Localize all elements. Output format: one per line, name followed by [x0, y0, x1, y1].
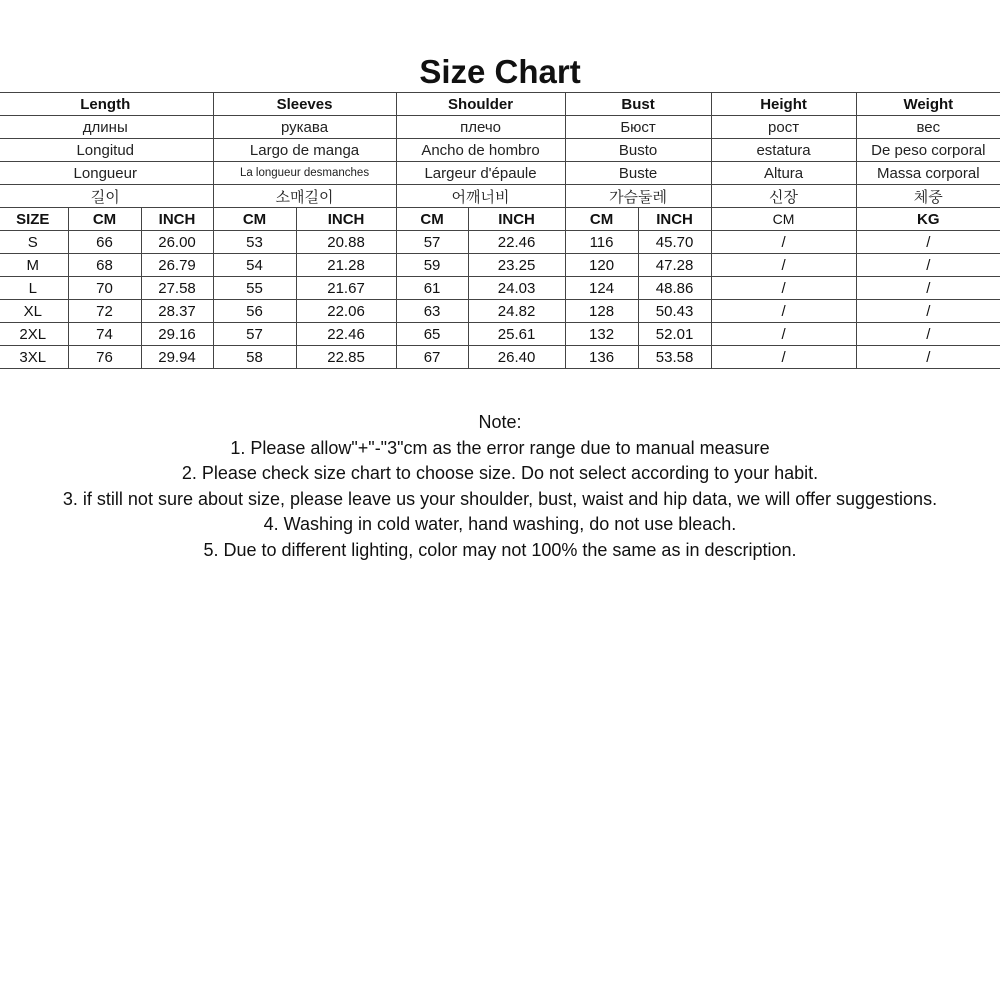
table-cell: 22.46	[296, 323, 396, 346]
table-cell: 53	[213, 231, 296, 254]
size-label-cell: M	[0, 254, 68, 277]
table-cell: 26.79	[141, 254, 213, 277]
header-row-english	[0, 93, 1000, 116]
header-cell: Ancho de hombro	[396, 139, 565, 162]
table-cell: /	[711, 254, 856, 277]
table-cell: 57	[213, 323, 296, 346]
header-cell: Longitud	[0, 139, 213, 162]
header-cell: 길이	[0, 185, 213, 208]
note-line: 3. if still not sure about size, please leave us your shoulder, bust, waist and hip data, we will offer suggestions.	[62, 488, 938, 509]
table-cell: /	[856, 323, 1000, 346]
unit-cell: INCH	[296, 208, 396, 231]
table-cell: 66	[68, 231, 141, 254]
table-cell: 55	[213, 277, 296, 300]
header-cell: Buste	[565, 162, 711, 185]
unit-cell: KG	[856, 208, 1000, 231]
unit-cell: CM	[396, 208, 468, 231]
header-cell: Largeur d'épaule	[396, 162, 565, 185]
header-cell: La longueur desmanches	[213, 162, 396, 185]
table-cell: 23.25	[468, 254, 565, 277]
header-cell: Busto	[565, 139, 711, 162]
table-cell: /	[711, 323, 856, 346]
header-cell: Longueur	[0, 162, 213, 185]
header-cell: Bust	[565, 93, 711, 116]
note-line: 2. Please check size chart to choose size. Do not select according to your habit.	[181, 463, 819, 483]
size-label-cell: XL	[0, 300, 68, 323]
table-cell: 128	[565, 300, 638, 323]
table-cell: /	[856, 300, 1000, 323]
table-cell: 120	[565, 254, 638, 277]
table-row	[0, 323, 1000, 346]
header-cell: 소매길이	[213, 185, 396, 208]
header-cell: Height	[711, 93, 856, 116]
header-cell: рукава	[213, 116, 396, 139]
header-cell: длины	[0, 116, 213, 139]
header-cell: Sleeves	[213, 93, 396, 116]
header-cell: Бюст	[565, 116, 711, 139]
table-cell: 136	[565, 346, 638, 369]
table-row	[0, 231, 1000, 254]
table-cell: 22.46	[468, 231, 565, 254]
table-row	[0, 254, 1000, 277]
table-cell: 45.70	[638, 231, 711, 254]
header-cell: 어깨너비	[396, 185, 565, 208]
table-cell: 24.82	[468, 300, 565, 323]
note-line: 1. Please allow"+"-"3"cm as the error range due to manual measure	[230, 437, 770, 458]
table-row	[0, 346, 1000, 369]
table-cell: 76	[68, 346, 141, 369]
header-cell: Weight	[856, 93, 1000, 116]
table-cell: /	[711, 346, 856, 369]
header-cell: 신장	[711, 185, 856, 208]
note-line: 5. Due to different lighting, color may not 100% the same as in description.	[203, 539, 797, 560]
header-cell: рост	[711, 116, 856, 139]
table-cell: 70	[68, 277, 141, 300]
table-cell: 52.01	[638, 323, 711, 346]
header-row-french	[0, 162, 1000, 185]
unit-row	[0, 208, 1000, 231]
table-cell: 21.67	[296, 277, 396, 300]
table-cell: 56	[213, 300, 296, 323]
header-row-spanish	[0, 139, 1000, 162]
table-cell: 53.58	[638, 346, 711, 369]
table-cell: 48.86	[638, 277, 711, 300]
header-cell: estatura	[711, 139, 856, 162]
note-line: 4. Washing in cold water, hand washing, do not use bleach.	[263, 514, 737, 534]
table-cell: 21.28	[296, 254, 396, 277]
header-cell: вес	[856, 116, 1000, 139]
table-row	[0, 277, 1000, 300]
table-cell: 72	[68, 300, 141, 323]
table-cell: 74	[68, 323, 141, 346]
unit-cell: INCH	[638, 208, 711, 231]
table-cell: 29.16	[141, 323, 213, 346]
unit-cell: SIZE	[0, 208, 68, 231]
header-cell: Altura	[711, 162, 856, 185]
table-cell: 26.40	[468, 346, 565, 369]
table-cell: 59	[396, 254, 468, 277]
table-cell: 20.88	[296, 231, 396, 254]
table-cell: 25.61	[468, 323, 565, 346]
table-cell: /	[856, 254, 1000, 277]
header-cell: плечо	[396, 116, 565, 139]
table-cell: 116	[565, 231, 638, 254]
unit-cell: CM	[68, 208, 141, 231]
unit-cell: CM	[213, 208, 296, 231]
table-cell: 50.43	[638, 300, 711, 323]
table-cell: /	[711, 277, 856, 300]
size-label-cell: 3XL	[0, 346, 68, 369]
table-cell: 22.06	[296, 300, 396, 323]
size-rows	[0, 231, 1000, 369]
table-cell: 27.58	[141, 277, 213, 300]
table-cell: 67	[396, 346, 468, 369]
table-cell: 47.28	[638, 254, 711, 277]
table-cell: 26.00	[141, 231, 213, 254]
size-label-cell: S	[0, 231, 68, 254]
table-row	[0, 300, 1000, 323]
header-cell: 체중	[856, 185, 1000, 208]
header-cell: Massa corporal	[856, 162, 1000, 185]
table-cell: /	[856, 346, 1000, 369]
notes-heading: Note:	[478, 412, 522, 432]
table-cell: /	[856, 231, 1000, 254]
header-cell: De peso corporal	[856, 139, 1000, 162]
header-cell: Length	[0, 93, 213, 116]
table-cell: 65	[396, 323, 468, 346]
header-cell: 가슴둘레	[565, 185, 711, 208]
header-row-russian	[0, 116, 1000, 139]
header-cell: Shoulder	[396, 93, 565, 116]
table-cell: /	[711, 231, 856, 254]
table-cell: /	[711, 300, 856, 323]
table-cell: 124	[565, 277, 638, 300]
table-cell: 61	[396, 277, 468, 300]
unit-cell: INCH	[141, 208, 213, 231]
table-cell: 28.37	[141, 300, 213, 323]
page-title: Size Chart	[419, 53, 581, 90]
table-cell: 22.85	[296, 346, 396, 369]
table-cell: /	[856, 277, 1000, 300]
unit-cell: CM	[565, 208, 638, 231]
size-label-cell: L	[0, 277, 68, 300]
unit-cell: INCH	[468, 208, 565, 231]
table-cell: 132	[565, 323, 638, 346]
size-chart-table	[0, 92, 1000, 369]
header-cell: Largo de manga	[213, 139, 396, 162]
table-cell: 58	[213, 346, 296, 369]
header-row-korean	[0, 185, 1000, 208]
table-cell: 68	[68, 254, 141, 277]
table-cell: 29.94	[141, 346, 213, 369]
table-cell: 54	[213, 254, 296, 277]
size-label-cell: 2XL	[0, 323, 68, 346]
unit-cell: CM	[711, 208, 856, 231]
table-cell: 57	[396, 231, 468, 254]
table-cell: 63	[396, 300, 468, 323]
table-cell: 24.03	[468, 277, 565, 300]
notes-section	[0, 410, 1000, 563]
